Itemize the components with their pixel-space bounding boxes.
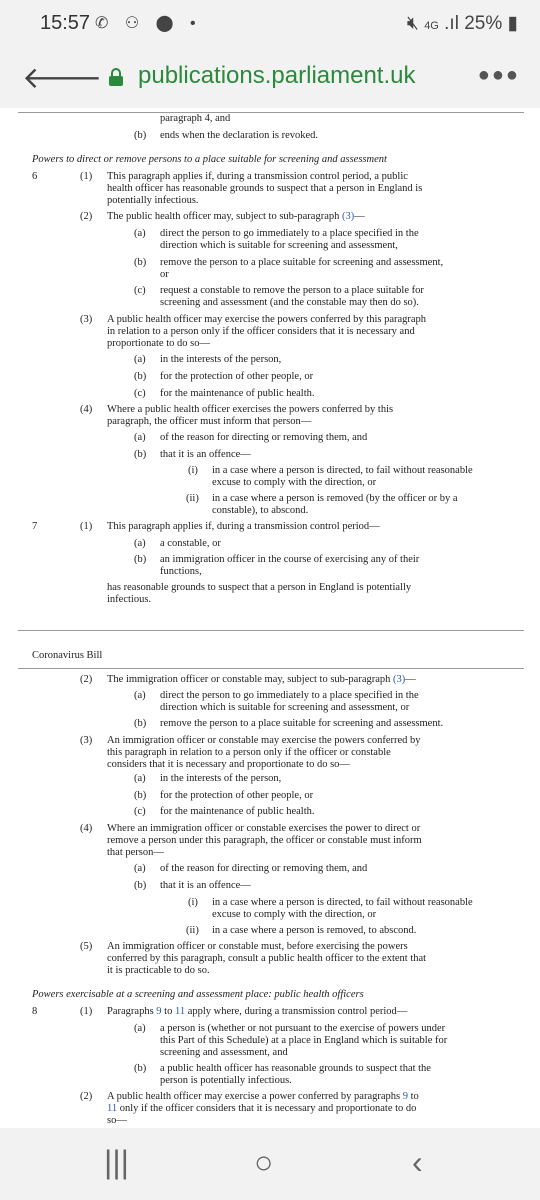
para-text: or: [160, 269, 169, 280]
bill-title: Coronavirus Bill: [32, 650, 103, 661]
para-text: infectious.: [107, 594, 152, 605]
item-label: (a): [134, 228, 146, 239]
para-text: proportionate to do so—: [107, 338, 210, 349]
back-button[interactable]: ‹: [412, 1144, 423, 1180]
item-label: (b): [134, 371, 147, 382]
para-text: that it is an offence—: [160, 449, 251, 460]
para-text: The immigration officer or constable may, subject to sub-paragraph (3)—: [107, 674, 416, 685]
item-label: (b): [134, 130, 147, 141]
back-arrow-icon[interactable]: 🡐: [22, 62, 103, 95]
para-text: for the maintenance of public health.: [160, 806, 315, 817]
para-text: in a case where a person is directed, to fail without reasonable: [212, 465, 473, 476]
subparagraph-link[interactable]: (3): [342, 211, 355, 222]
item-label: (1): [80, 521, 93, 532]
para-text: A public health officer may exercise the powers conferred by this paragraph: [107, 314, 427, 325]
item-label: (a): [134, 1023, 146, 1034]
para-text: in relation to a person only if the officer considers that it is necessary and: [107, 326, 415, 337]
para-text: paragraph, the officer must inform that person—: [107, 416, 312, 427]
para-text: functions,: [160, 566, 202, 577]
status-bar: [0, 0, 540, 50]
item-label: (ii): [186, 493, 199, 504]
item-label: (1): [80, 171, 93, 182]
para-text: an immigration officer in the course of exercising any of their: [160, 554, 420, 565]
para-text: considers that it is necessary and proportionate to do so—: [107, 759, 350, 770]
item-label: (4): [80, 823, 93, 834]
item-label: (4): [80, 404, 93, 415]
para-text: An immigration officer or constable may exercise the powers conferred by: [107, 735, 421, 746]
item-label: (2): [80, 211, 93, 222]
para-text: request a constable to remove the person to a place suitable for: [160, 285, 424, 296]
para-text: conferred by this paragraph, consult a public health officer to the extent that: [107, 953, 427, 964]
para-text: 11 only if the officer considers that it is necessary and proportionate to do: [107, 1103, 417, 1114]
item-label: (a): [134, 690, 146, 701]
paragraph-link[interactable]: 11: [174, 1006, 186, 1017]
browser-url-bar: [0, 50, 540, 109]
para-text: screening and assessment (and the constable may then do so).: [160, 297, 419, 308]
para-text: in the interests of the person,: [160, 354, 282, 365]
android-nav-bar: [0, 1128, 540, 1200]
item-label: (3): [80, 735, 93, 746]
status-right: [407, 12, 518, 35]
item-label: (c): [134, 806, 146, 817]
page-divider: [18, 112, 524, 113]
item-label: (b): [134, 257, 147, 268]
item-label: (3): [80, 314, 93, 325]
item-label: (a): [134, 538, 146, 549]
para-text: has reasonable grounds to suspect that a person in England is potentially: [107, 582, 412, 593]
paragraph-number: 6: [32, 171, 38, 182]
para-text: remove the person to a place suitable for screening and assessment,: [160, 257, 444, 268]
battery-level: 25%: [464, 13, 503, 34]
para-text: excuse to comply with the direction, or: [212, 909, 377, 920]
para-text: ends when the declaration is revoked.: [160, 130, 319, 141]
item-label: (1): [80, 1006, 93, 1017]
item-label: (a): [134, 773, 146, 784]
item-label: (i): [188, 465, 198, 476]
para-text: in the interests of the person,: [160, 773, 282, 784]
status-time: 15:57: [40, 12, 91, 34]
document-page: [0, 108, 540, 1128]
more-options-icon[interactable]: ●●●: [477, 64, 520, 86]
para-text: this Part of this Schedule) at a place in England which is suitable for: [160, 1035, 448, 1046]
item-label: (b): [134, 1063, 147, 1074]
item-label: (b): [134, 880, 147, 891]
para-text: An immigration officer or constable must, before exercising the powers: [107, 941, 408, 952]
signal-icon: .ıl: [444, 13, 459, 34]
para-text: a public health officer has reasonable grounds to suspect that the: [160, 1063, 431, 1074]
para-text: for the protection of other people, or: [160, 790, 314, 801]
para-text: in a case where a person is directed, to fail without reasonable: [212, 897, 473, 908]
item-label: (ii): [186, 925, 199, 936]
page-divider: [18, 668, 524, 669]
notification-icons: ✆ ⚇ ⬤ •: [95, 15, 202, 32]
paragraph-number: 8: [32, 1006, 38, 1017]
para-text: direct the person to go immediately to a place specified in the: [160, 690, 419, 701]
home-button[interactable]: ○: [254, 1144, 274, 1180]
item-label: (c): [134, 388, 146, 399]
para-text: this paragraph in relation to a person only if the officer or constable: [107, 747, 391, 758]
item-label: (a): [134, 863, 146, 874]
para-text: a person is (whether or not pursuant to the exercise of powers under: [160, 1023, 446, 1034]
para-text: paragraph 4, and: [160, 113, 231, 124]
para-text: This paragraph applies if, during a transmission control period—: [107, 521, 380, 532]
item-label: (a): [134, 432, 146, 443]
lock-icon: [108, 68, 124, 86]
para-text: direct the person to go immediately to a place specified in the: [160, 228, 419, 239]
item-label: (2): [80, 1091, 93, 1102]
section-heading: Powers to direct or remove persons to a place suitable for screening and assessment: [32, 154, 387, 165]
para-text: screening and assessment, and: [160, 1047, 288, 1058]
para-text: A public health officer may exercise a power conferred by paragraphs 9 to: [107, 1091, 419, 1102]
para-text: health officer has reasonable grounds to suspect that a person in England is: [107, 183, 423, 194]
network-type: 4G: [424, 20, 439, 32]
subparagraph-link[interactable]: (3): [393, 674, 406, 685]
para-text: direction which is suitable for screening and assessment,: [160, 240, 398, 251]
url-text[interactable]: publications.parliament.uk: [138, 62, 416, 89]
para-text: remove the person to a place suitable for screening and assessment.: [160, 718, 444, 729]
para-text: This paragraph applies if, during a transmission control period, a public: [107, 171, 408, 182]
item-label: (2): [80, 674, 93, 685]
para-text: that it is an offence—: [160, 880, 251, 891]
para-text: constable), to abscond.: [212, 505, 309, 516]
para-text: potentially infectious.: [107, 195, 199, 206]
paragraph-link[interactable]: 11: [107, 1103, 118, 1114]
para-text: person is potentially infectious.: [160, 1075, 292, 1086]
para-text: remove a person under this paragraph, the officer or constable must inform: [107, 835, 422, 846]
item-label: (5): [80, 941, 93, 952]
para-text: for the protection of other people, or: [160, 371, 314, 382]
para-text: it is practicable to do so.: [107, 965, 210, 976]
para-text: in a case where a person is removed (by the officer or by a: [212, 493, 458, 504]
para-text: Where an immigration officer or constable exercises the power to direct or: [107, 823, 421, 834]
item-label: (b): [134, 554, 147, 565]
para-text: of the reason for directing or removing them, and: [160, 863, 368, 874]
item-label: (i): [188, 897, 198, 908]
mute-icon: 🔇︎: [406, 13, 419, 34]
para-text: that person—: [107, 847, 164, 858]
page-divider: [18, 630, 524, 631]
para-text: Paragraphs 9 to 11 apply where, during a transmission control period—: [107, 1006, 408, 1017]
item-label: (a): [134, 354, 146, 365]
para-text: excuse to comply with the direction, or: [212, 477, 377, 488]
para-text: direction which is suitable for screening and assessment, or: [160, 702, 410, 713]
para-text: of the reason for directing or removing them, and: [160, 432, 368, 443]
para-text: in a case where a person is removed, to abscond.: [212, 925, 417, 936]
item-label: (b): [134, 718, 147, 729]
paragraph-link[interactable]: 9: [156, 1006, 162, 1017]
paragraph-number: 7: [32, 521, 38, 532]
para-text: Where a public health officer exercises the powers conferred by this: [107, 404, 394, 415]
paragraph-link[interactable]: 9: [402, 1091, 408, 1102]
item-label: (b): [134, 790, 147, 801]
item-label: (b): [134, 449, 147, 460]
para-text: a constable, or: [160, 538, 221, 549]
para-text: The public health officer may, subject to sub-paragraph (3)—: [107, 211, 365, 222]
battery-icon: ▮: [507, 13, 518, 34]
recents-button[interactable]: |||: [104, 1144, 129, 1180]
item-label: (c): [134, 285, 146, 296]
section-heading: Powers exercisable at a screening and assessment place: public health officers: [32, 989, 364, 1000]
para-text: so—: [107, 1115, 127, 1126]
para-text: for the maintenance of public health.: [160, 388, 315, 399]
